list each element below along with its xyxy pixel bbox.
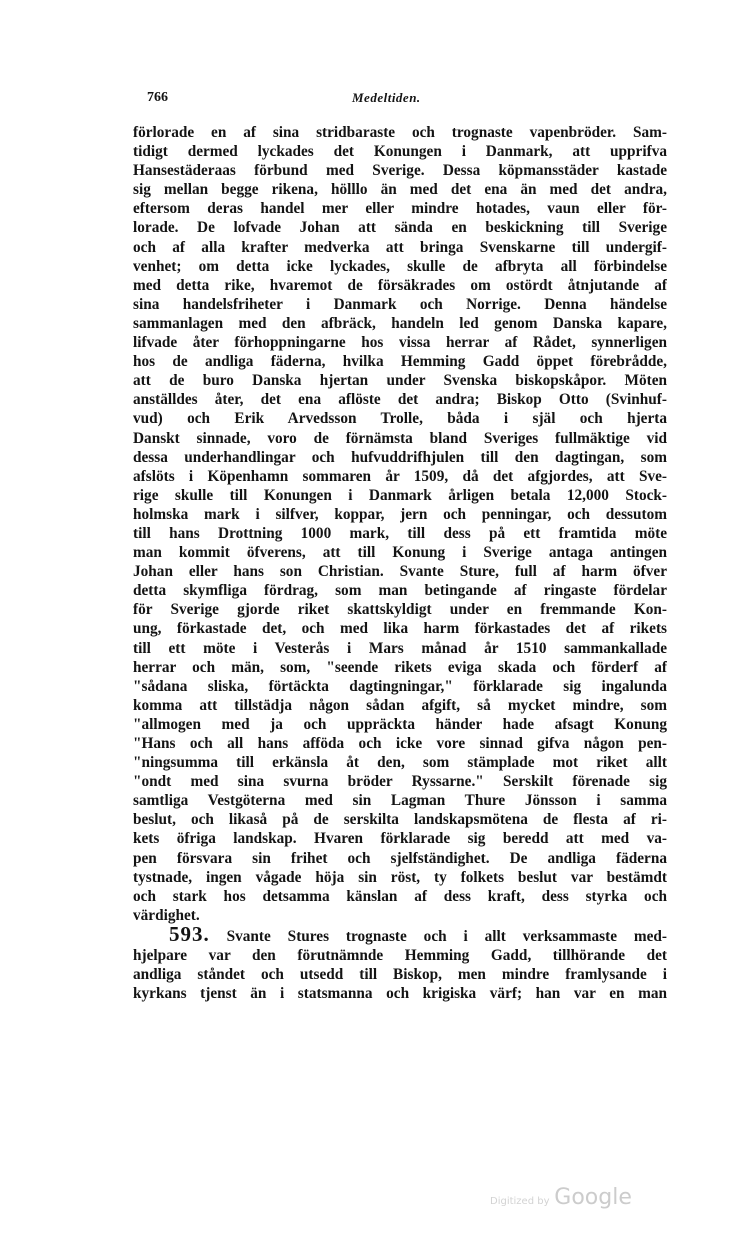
text-line: "allmogen med ja och uppräckta händer hade afsagt Konung <box>133 715 667 733</box>
text-line: kyrkans tjenst än i statsmanna och krigiska värf; han var en man <box>133 985 667 1003</box>
digitized-by-google-watermark <box>490 1185 632 1210</box>
text-line: värdighet. <box>133 906 200 924</box>
text-line: lifvade åter förhoppningarne hos vissa herrar af Rådet, synnerligen <box>133 334 667 352</box>
text-line: "ondt med sina svurna bröder Ryssarne." Serskilt förenade sig <box>133 773 667 791</box>
text-line: samtliga Vestgöterna med sin Lagman Thure Jönsson i samma <box>133 792 667 810</box>
text-line: Johan eller hans son Christian. Svante Sture, full af harm öfver <box>133 563 667 581</box>
section-first-line: Svante Stures trognaste och i allt verksammaste med- <box>226 927 667 945</box>
google-logo: Google <box>554 1185 632 1210</box>
section-593 <box>133 925 667 1003</box>
text-line: sig mellan begge rikena, hölllo än med det ena än med det andra, <box>133 181 667 199</box>
text-line: till hans Drottning 1000 mark, till dess på ett framtida möte <box>133 524 667 542</box>
text-line: med detta rike, hvaremot de försäkrades om ostördt åtnjutande af <box>133 276 667 294</box>
text-line: vud) och Erik Arvedsson Trolle, båda i själ och hjerta <box>133 410 667 428</box>
paragraph <box>133 123 667 925</box>
text-line: herrar och män, som, "seende rikets eviga skada och förderf af <box>133 658 667 676</box>
text-line: komma att tillstädja någon sådan afgift, så mycket mindre, som <box>133 696 667 714</box>
watermark-prefix: Digitized by <box>490 1196 550 1207</box>
text-line: detta skymfliga fördrag, som man betingande af ringaste fördelar <box>133 582 667 600</box>
text-line: "sådana sliska, förtäckta dagtingningar," förklarade sig ingalunda <box>133 677 667 695</box>
text-line: anställdes åter, det ena aflöste det andra; Biskop Otto (Svinhuf- <box>133 391 667 409</box>
text-line: pen försvara sin frihet och sjelfständighet. De andliga fäderna <box>133 849 667 867</box>
text-line: tidigt dermed lyckades det Konungen i Danmark, att upprifva <box>133 143 667 161</box>
text-line: tystnade, ingen vågade höja sin röst, ty folkets beslut var bestämdt <box>133 868 667 886</box>
text-line: ung, förkastade det, och med lika harm förkastades det af rikets <box>133 620 667 638</box>
text-line: för Sverige gjorde riket skattskyldigt under en fremmande Kon- <box>133 601 667 619</box>
text-line: till ett möte i Vesterås i Mars månad år 1510 sammankallade <box>133 639 667 657</box>
text-line: hjelpare var den förutnämnde Hemming Gadd, tillhörande det <box>133 947 667 965</box>
text-line: rige skulle till Konungen i Danmark årligen betala 12,000 Stock- <box>133 486 667 504</box>
text-line: förlorade en af sina stridbaraste och trognaste vapenbröder. Sam- <box>133 124 667 141</box>
page-number: 766 <box>147 90 168 105</box>
text-line: sina handelsfriheter i Danmark och Norrige. Denna händelse <box>133 295 667 313</box>
text-line: "ningsumma till erkänsla åt den, som stämplade mot riket allt <box>133 754 667 772</box>
text-line: beslut, och likaså på de serskilta landskapsmötena de flesta af ri- <box>133 811 667 829</box>
text-line: man kommit öfverens, att till Konung i Sverige antaga antingen <box>133 544 667 562</box>
running-head: Medeltiden. <box>352 90 421 105</box>
text-line: och stark hos detsamma känslan af dess kraft, dess styrka och <box>133 887 667 905</box>
text-line: holmska mark i silfver, koppar, jern och penningar, och dessutom <box>133 505 667 523</box>
text-line: och af alla krafter medverka att bringa Svenskarne till undergif- <box>133 238 667 256</box>
text-line: lorade. De lofvade Johan att sända en beskickning till Sverige <box>133 219 667 237</box>
text-line: kets öfriga landskap. Hvaren förklarade sig beredd att med va- <box>133 830 667 848</box>
text-line: sammanlagen med den afbräck, handeln led genom Danska kapare, <box>133 314 667 332</box>
text-line: afslöts i Köpenhamn sommaren år 1509, då det afgjordes, att Sve- <box>133 467 667 485</box>
section-number: 593. <box>169 924 210 946</box>
text-line: dessa underhandlingar och hufvuddrifhjulen till den dagtingan, som <box>133 448 667 466</box>
text-line: hos de andliga fäderna, hvilka Hemming Gadd öppet förebrådde, <box>133 353 667 371</box>
text-line: andliga ståndet och utsedd till Biskop, men mindre framlysande i <box>133 966 667 984</box>
text-line: eftersom deras handel mer eller mindre hotades, vaun eller för- <box>133 200 667 218</box>
body-text <box>133 123 667 1003</box>
text-line: att de buro Danska hjertan under Svenska biskopskåpor. Möten <box>133 372 667 390</box>
text-line: Hansestäderaas förbund med Sverige. Dessa köpmansstäder kastade <box>133 162 667 180</box>
text-line: venhet; om detta icke lyckades, skulle de afbryta all förbindelse <box>133 257 667 275</box>
text-line: "Hans och all hans afföda och icke vore sinnad gifva någon pen- <box>133 735 667 752</box>
text-line: Danskt sinnade, voro de förnämsta bland Sveriges fullmäktige vid <box>133 429 667 447</box>
text-line <box>133 925 667 946</box>
